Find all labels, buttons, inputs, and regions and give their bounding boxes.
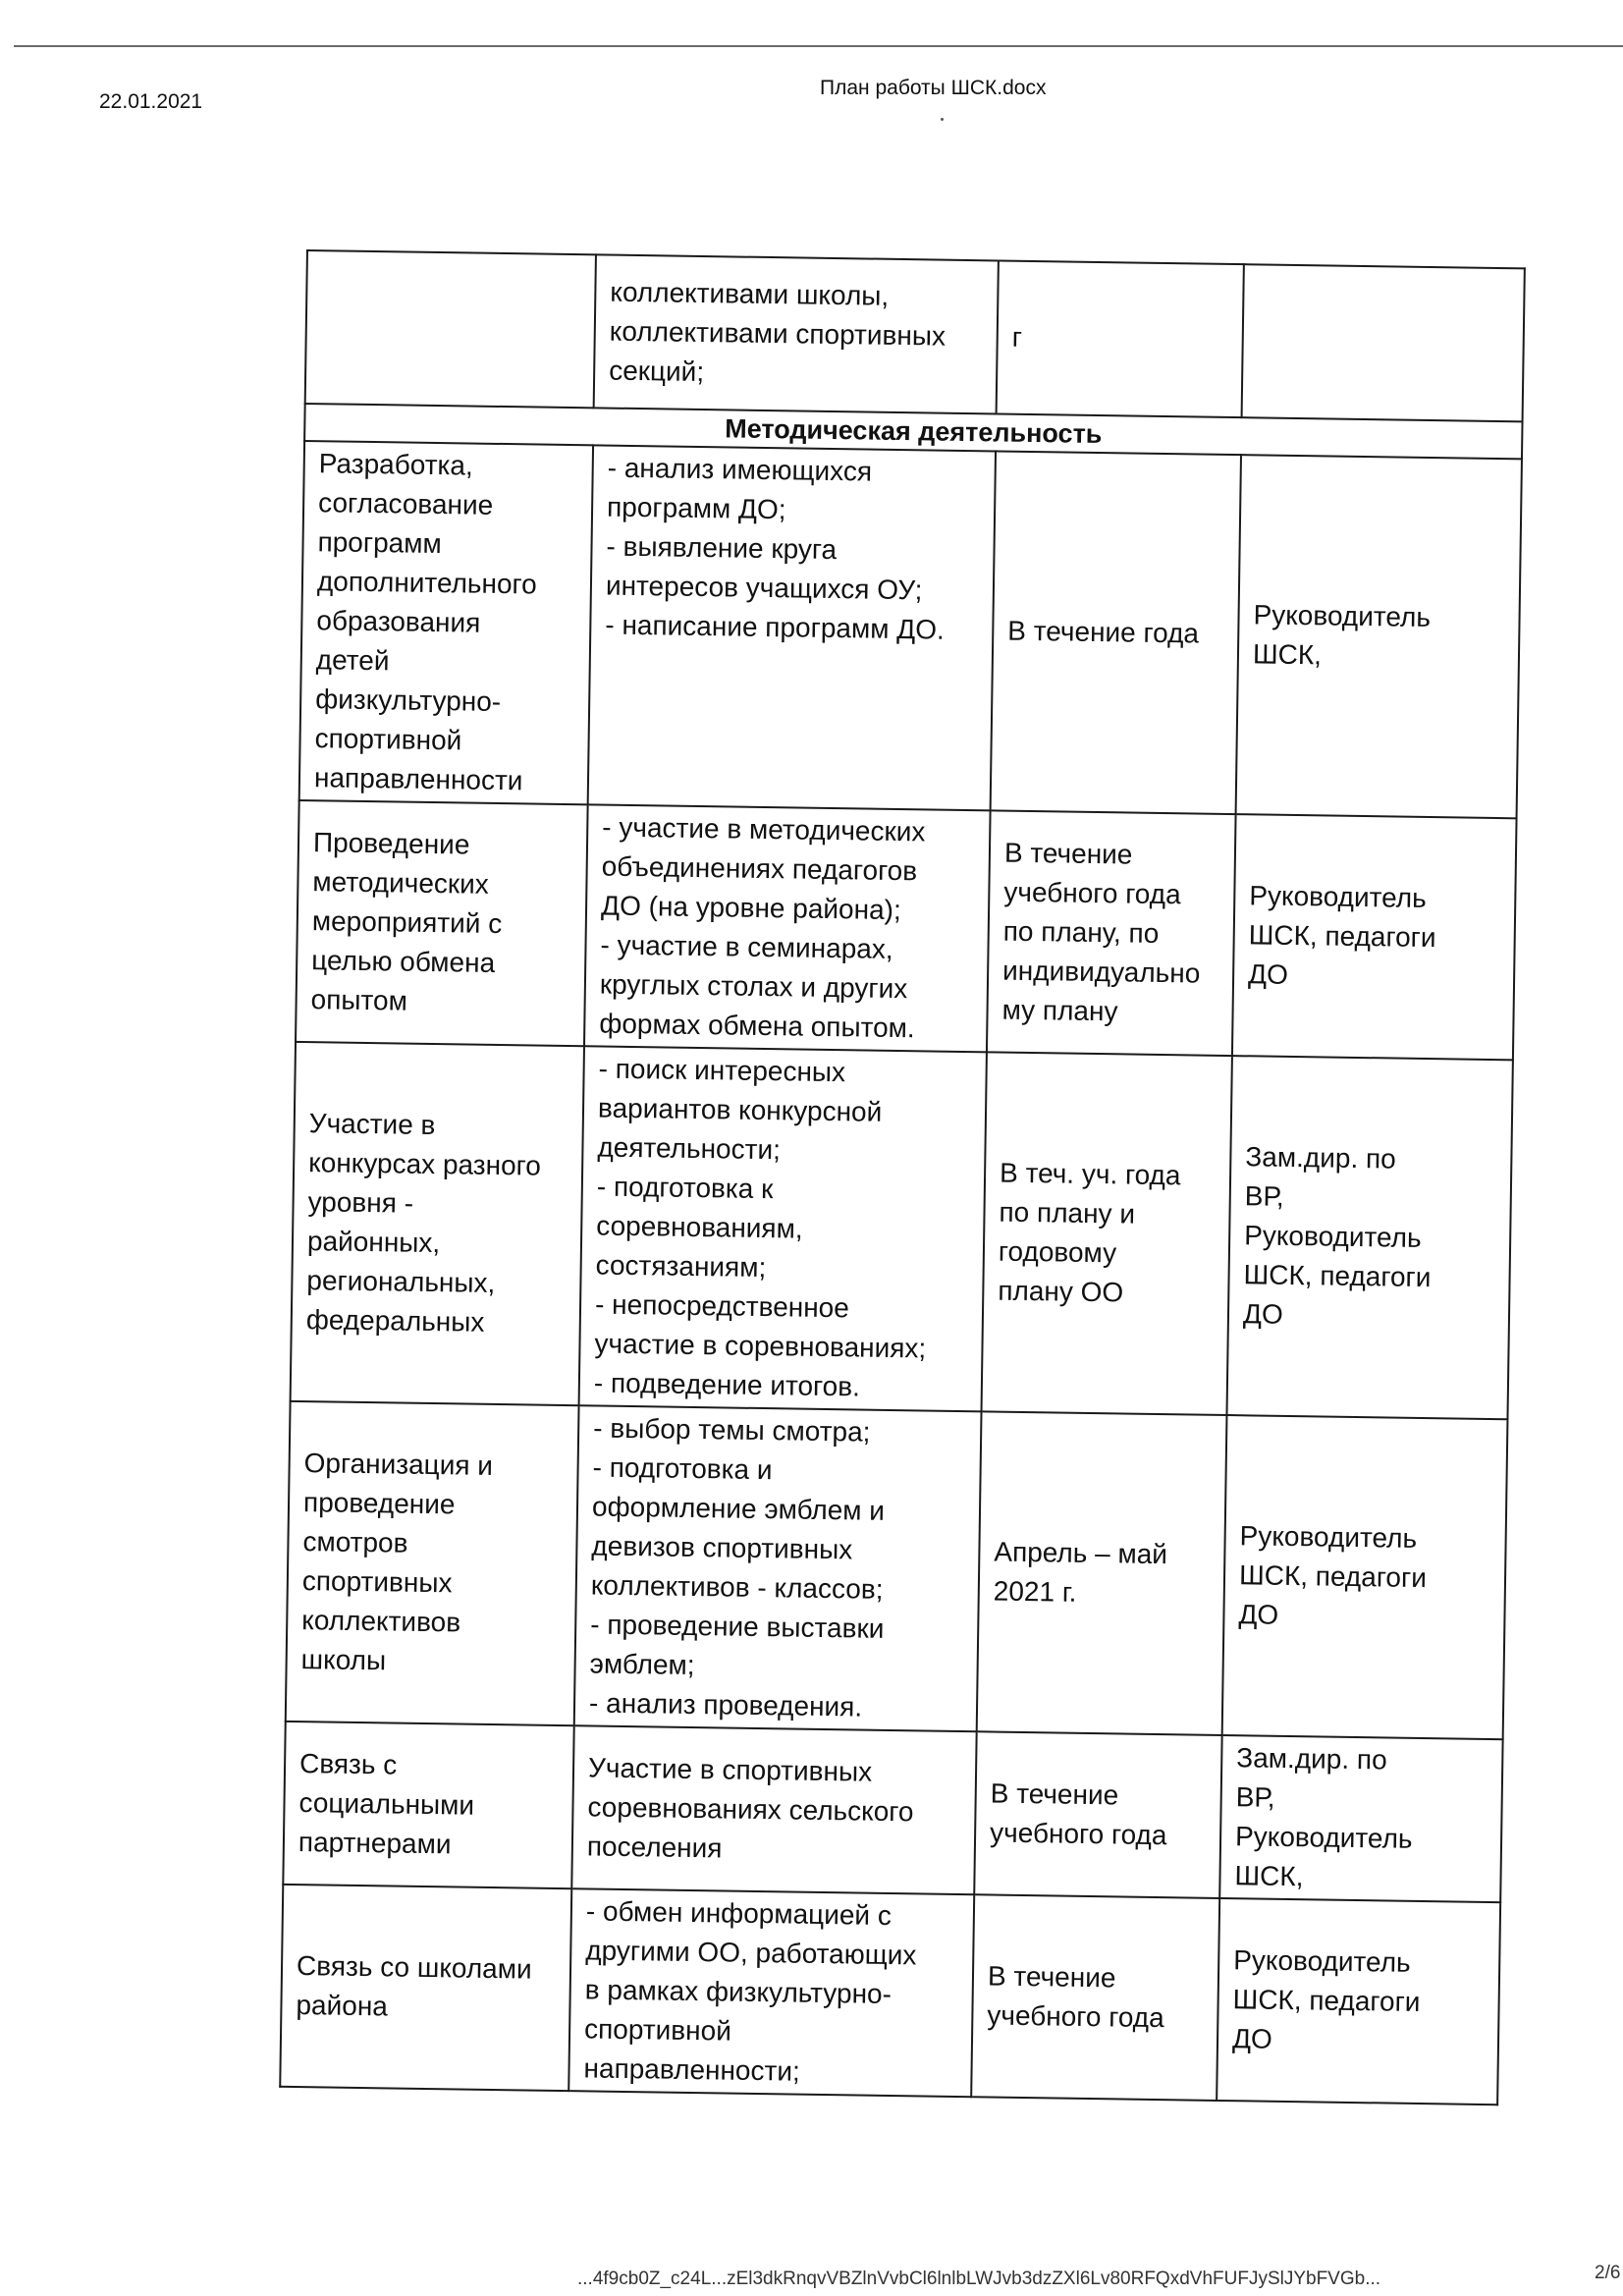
timing-cell: [971, 1894, 1219, 2101]
continuation-activity-cell: [305, 250, 596, 408]
cell-line: Разработка,: [318, 448, 474, 481]
responsible-cell: [1217, 1898, 1500, 2105]
cell-line: ДО: [1231, 2023, 1273, 2054]
activity-cell: [286, 1401, 579, 1725]
cell-line: районных,: [306, 1226, 441, 1259]
cell-line: му плану: [1001, 994, 1118, 1027]
cell-line: программ: [317, 526, 442, 560]
cell-line: района: [296, 1990, 389, 2022]
cell-line: Участие в: [308, 1108, 436, 1141]
cell-line: - написание программ ДО.: [605, 609, 945, 645]
footer-url: ...4f9cb0Z_c24L...zEl3dkRnqvVBZlnVvbCl6lnlbLWJvb3dzZXl6Lv80RFQxdVhFUFJySlJYbFVGb...: [577, 2269, 1381, 2289]
cell-line: опытом: [310, 984, 408, 1016]
scan-artifact: [941, 118, 944, 121]
activity-rows: [280, 441, 1522, 2105]
cell-line: региональных,: [306, 1265, 496, 1298]
cell-line: - выявление круга: [606, 530, 838, 566]
top-rule: [14, 45, 1623, 47]
cell-line: - анализ проведения.: [588, 1687, 863, 1722]
cell-line: Участие в спортивных: [587, 1752, 873, 1787]
cell-line: целью обмена: [311, 945, 496, 978]
cell-line: индивидуально: [1001, 955, 1201, 989]
table-row: [296, 800, 1517, 1060]
cell-line: коллективами школы,: [610, 276, 890, 311]
cell-line: ДО: [1247, 958, 1289, 990]
responsible-cell: [1236, 455, 1522, 818]
table-row: [286, 1401, 1508, 1739]
cell-line: ДО (на уровне района);: [600, 890, 902, 926]
cell-line: конкурсах разного: [307, 1147, 542, 1181]
cell-line: детей: [315, 644, 390, 677]
activity-cell: [280, 1885, 571, 2091]
cell-line: учебного года: [989, 1817, 1167, 1851]
cell-line: - подготовка к: [596, 1171, 774, 1205]
continuation-responsible-cell: [1242, 264, 1525, 421]
cell-line: по плану и: [999, 1196, 1136, 1230]
responsible-cell: [1232, 814, 1517, 1060]
cell-line: Руководитель: [1239, 1520, 1418, 1554]
timing-cell: [991, 451, 1241, 814]
table-row: [283, 1722, 1502, 1902]
cell-line: - участие в методических: [602, 811, 926, 847]
cell-line: смотров: [302, 1526, 408, 1558]
cell-line: девизов спортивных: [591, 1530, 853, 1565]
activity-cell: [296, 800, 588, 1046]
cell-line: Связь со школами: [296, 1950, 532, 1985]
cell-line: оформление эмблем и: [591, 1491, 886, 1526]
cell-line: в рамках физкультурно-: [584, 1974, 893, 2010]
cell-line: - анализ имеющихся: [607, 452, 873, 487]
page-number: 2/6: [1595, 2263, 1621, 2283]
cell-line: направленности;: [583, 2052, 800, 2087]
cell-line: ШСК,: [1252, 638, 1323, 671]
cell-line: годовому: [998, 1235, 1117, 1269]
cell-line: - участие в семинарах,: [600, 929, 893, 964]
cell-line: направленности: [313, 762, 523, 796]
cell-line: - поиск интересных: [598, 1053, 846, 1088]
cell-line: поселения: [586, 1831, 723, 1864]
timing-cell: [982, 1052, 1232, 1415]
responsible-cell: [1226, 1056, 1512, 1419]
activity-cell: [299, 441, 593, 804]
cell-line: Зам.дир. по: [1236, 1742, 1387, 1776]
document-title: План работы ШСК.docx: [820, 77, 1047, 99]
cell-line: - непосредственное: [594, 1288, 850, 1324]
content-cell: [584, 804, 991, 1052]
cell-line: спортивной: [314, 723, 462, 756]
cell-line: - проведение выставки: [590, 1609, 885, 1644]
cell-line: ШСК,: [1234, 1860, 1304, 1892]
cell-line: Руководитель: [1243, 1220, 1422, 1253]
cell-line: коллективов - классов;: [590, 1569, 884, 1605]
cell-line: Организация и: [303, 1448, 494, 1481]
table-row: [291, 1042, 1513, 1419]
continuation-timing-cell: г: [997, 260, 1244, 417]
cell-line: деятельности;: [597, 1131, 782, 1166]
cell-line: коллективов: [301, 1605, 461, 1638]
cell-line: В течение: [987, 1960, 1116, 1994]
cell-line: ВР,: [1235, 1781, 1275, 1813]
cell-line: секций;: [608, 355, 705, 388]
cell-line: плану ОО: [998, 1275, 1124, 1308]
cell-line: согласование: [317, 487, 494, 520]
cell-line: интересов учащихся ОУ;: [605, 570, 923, 606]
continuation-content-cell: [594, 254, 999, 413]
cell-line: Руководитель: [1249, 880, 1427, 913]
cell-line: ШСК, педагоги: [1243, 1259, 1432, 1293]
cell-line: коллективами спортивных: [609, 315, 947, 352]
cell-line: физкультурно-: [314, 683, 502, 717]
cell-line: спортивной: [583, 2013, 732, 2047]
cell-line: - выбор темы смотра;: [593, 1412, 871, 1448]
cell-line: уровня -: [307, 1186, 414, 1219]
cell-line: Зам.дир. по: [1245, 1141, 1396, 1175]
cell-line: образования: [316, 605, 481, 638]
cell-line: партнерами: [298, 1827, 452, 1860]
cell-line: эмблем;: [589, 1648, 695, 1681]
cell-line: спортивных: [301, 1565, 453, 1599]
timing-cell: [987, 810, 1236, 1056]
cell-line: федеральных: [305, 1304, 485, 1338]
cell-line: методических: [312, 866, 490, 900]
cell-line: В течение года: [1007, 615, 1200, 649]
cell-line: В теч. уч. года: [999, 1157, 1181, 1191]
responsible-cell: [1222, 1415, 1508, 1739]
cell-line: учебного года: [1003, 876, 1181, 910]
cell-line: школы: [300, 1644, 387, 1676]
cell-line: Руководитель: [1233, 1944, 1411, 1978]
cell-line: участие в соревнованиях;: [594, 1328, 927, 1364]
cell-line: - обмен информацией с: [585, 1895, 893, 1932]
cell-line: вариантов конкурсной: [597, 1092, 883, 1127]
cell-line: круглых столах и других: [599, 968, 908, 1005]
activity-cell: [283, 1722, 573, 1888]
cell-line: соревнованиям,: [596, 1210, 803, 1244]
cell-line: программ ДО;: [606, 491, 786, 525]
timing-cell: [974, 1731, 1221, 1898]
cell-line: Проведение: [312, 827, 470, 860]
plan-table: [279, 249, 1526, 2105]
cell-line: ШСК, педагоги: [1238, 1559, 1428, 1594]
table-row: [299, 441, 1522, 818]
print-date: 22.01.2021: [99, 90, 203, 113]
cell-line: В течение: [990, 1777, 1119, 1811]
cell-line: мероприятий с: [311, 905, 503, 940]
cell-line: ШСК, педагоги: [1232, 1984, 1421, 2018]
timing-cell: [977, 1411, 1227, 1735]
cell-line: соревнованиях сельского: [587, 1791, 914, 1828]
cell-line: - подготовка и: [592, 1451, 773, 1486]
cell-line: Связь с: [298, 1748, 398, 1780]
cell-line: формах обмена опытом.: [599, 1008, 915, 1044]
content-cell: [574, 1405, 982, 1731]
cell-line: ВР,: [1244, 1180, 1284, 1212]
cell-line: дополнительного: [316, 566, 537, 600]
content-cell: [571, 1725, 976, 1894]
cell-line: социальными: [298, 1787, 475, 1821]
content-cell: [579, 1046, 987, 1411]
cell-line: объединениях педагогов: [601, 850, 918, 887]
cell-line: другими ОО, работающих: [585, 1935, 917, 1971]
cell-line: - подведение итогов.: [593, 1367, 861, 1402]
cell-line: 2021 г.: [993, 1575, 1077, 1608]
cell-line: Руководитель: [1253, 599, 1432, 633]
cell-line: ДО: [1242, 1298, 1284, 1330]
content-cell: [588, 445, 996, 810]
section-title: Методическая деятельность: [304, 404, 1522, 459]
cell-line: ДО: [1238, 1599, 1279, 1630]
cell-line: проведение: [302, 1487, 456, 1520]
table-row: [280, 1885, 1500, 2105]
content-cell: [568, 1888, 974, 2097]
continuation-row: [305, 250, 1525, 421]
cell-line: учебного года: [987, 1999, 1164, 2034]
cell-line: Руководитель: [1234, 1821, 1413, 1854]
responsible-cell: [1219, 1735, 1502, 1902]
cell-line: Апрель – май: [994, 1536, 1168, 1570]
cell-line: ШСК, педагоги: [1248, 919, 1436, 954]
activity-cell: [291, 1042, 584, 1405]
cell-line: по плану, по: [1002, 915, 1160, 949]
cell-line: состязаниям;: [595, 1249, 767, 1284]
cell-line: В течение: [1003, 837, 1133, 870]
